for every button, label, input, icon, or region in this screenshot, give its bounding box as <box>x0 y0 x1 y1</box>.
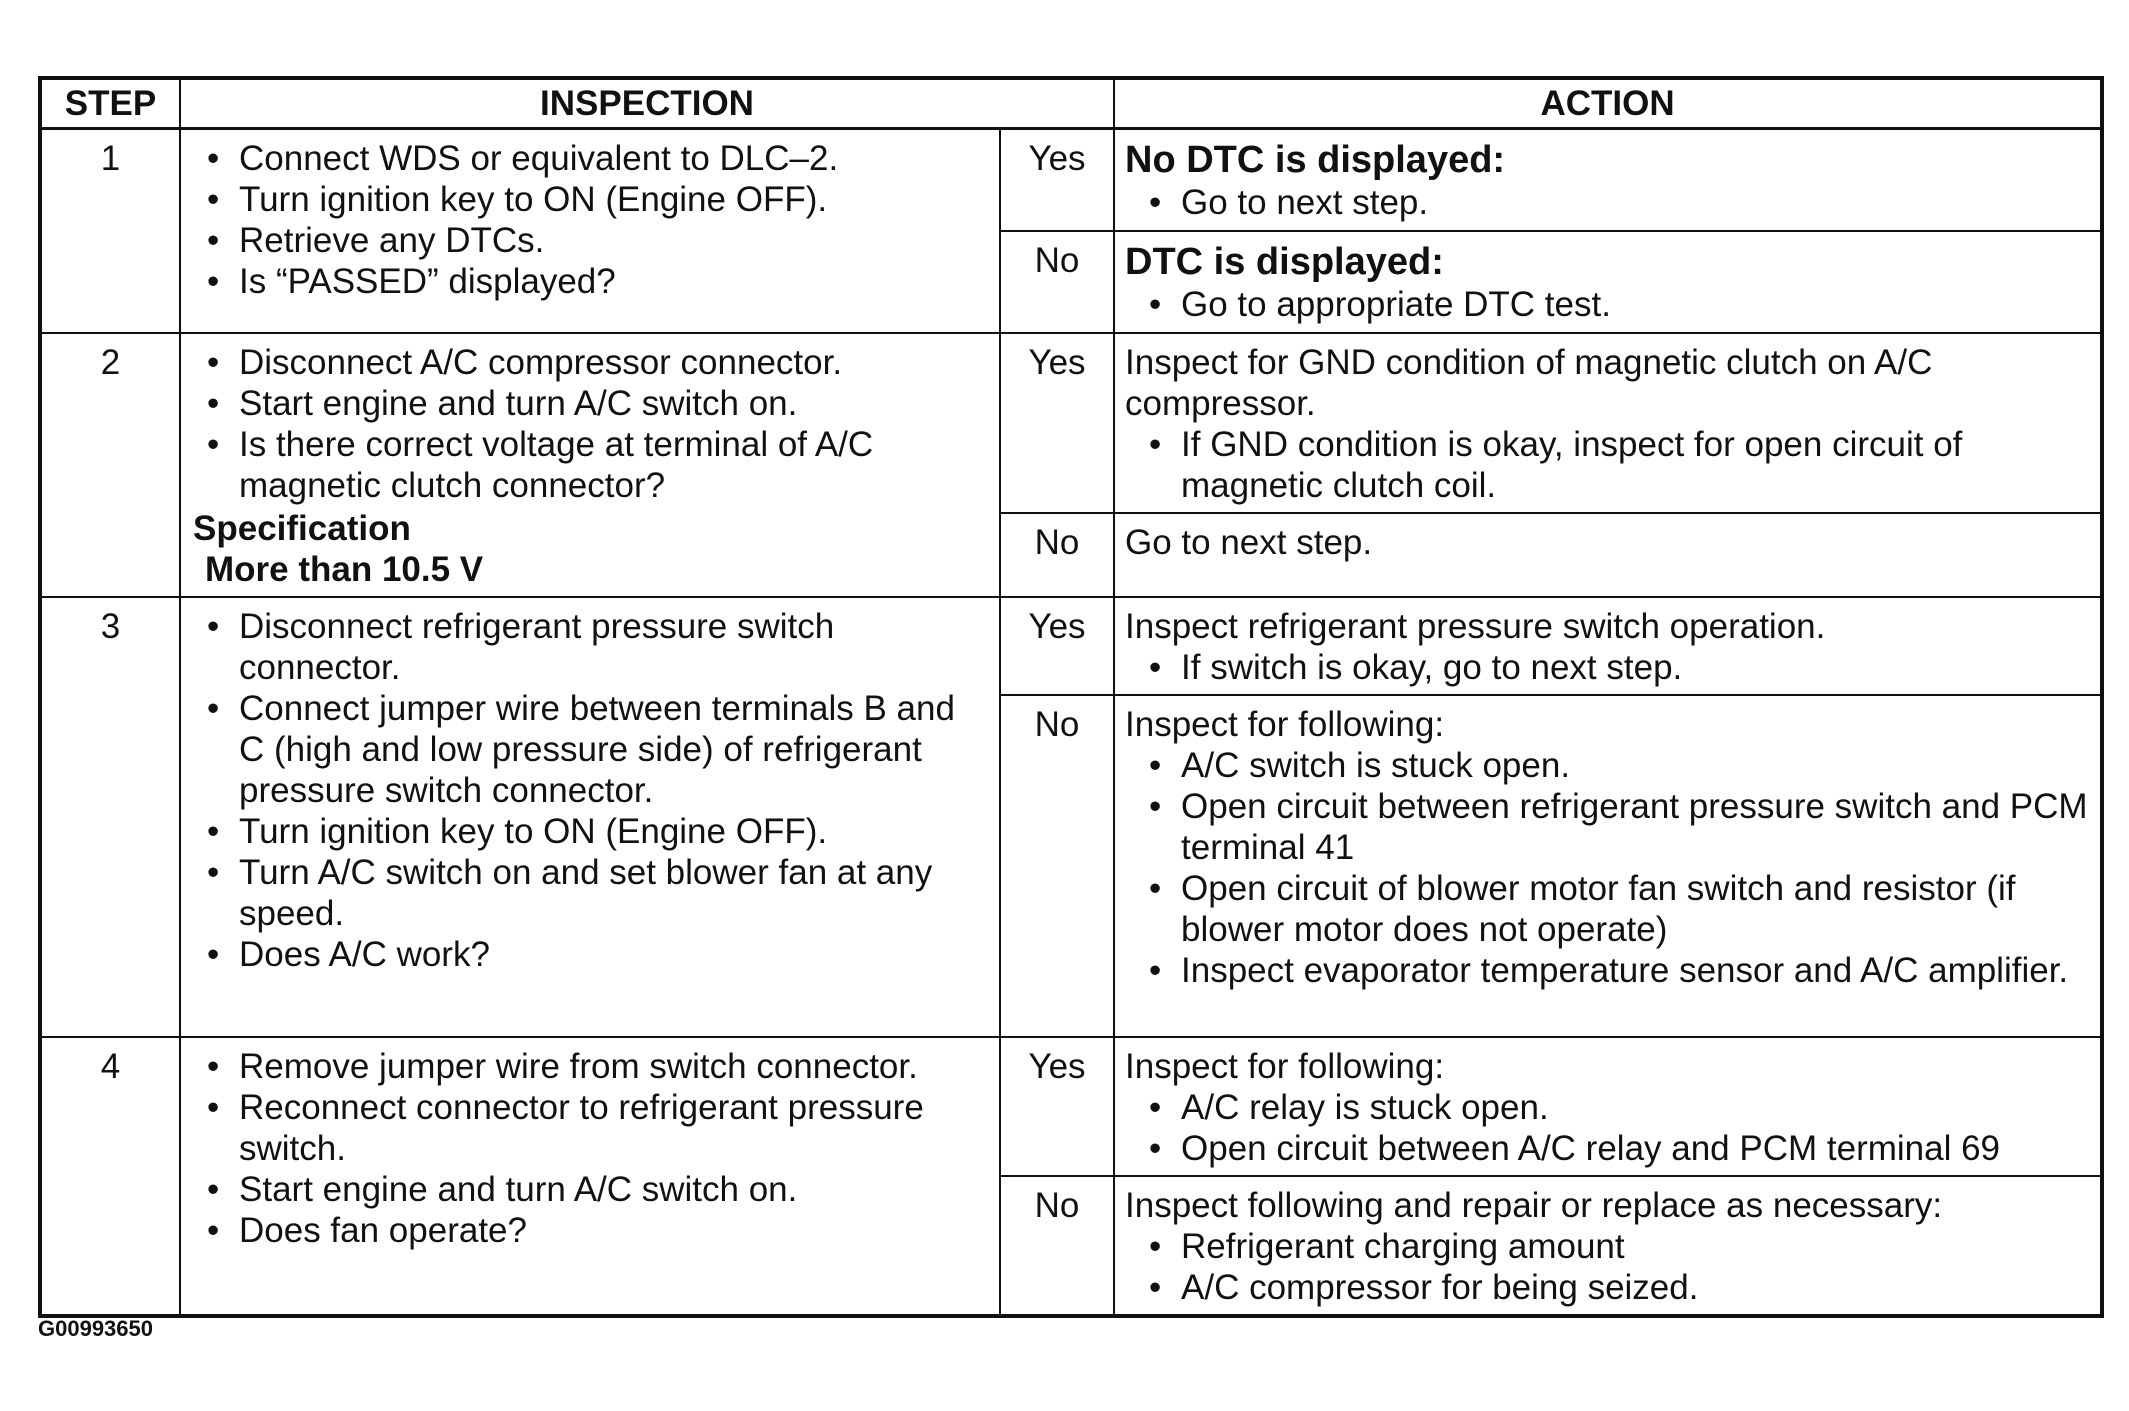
action-column-header: ACTION <box>1114 78 2102 129</box>
inspection-item: • Connect WDS or equivalent to DLC–2. <box>195 138 987 179</box>
yes-label: Yes <box>1000 597 1114 695</box>
action-item: • A/C switch is stuck open. <box>1125 745 2088 786</box>
action-item: • Refrigerant charging amount <box>1125 1226 2088 1267</box>
yes-label: Yes <box>1000 129 1114 231</box>
step-number: 1 <box>40 129 180 333</box>
inspection-item: • Is there correct voltage at terminal of A/C magnetic clutch connector? <box>195 424 987 506</box>
inspection-item: • Does A/C work? <box>195 934 987 975</box>
yes-label: Yes <box>1000 333 1114 513</box>
action-item: • Open circuit between A/C relay and PCM terminal 69 <box>1125 1128 2088 1169</box>
action-text: Go to next step. <box>1125 522 1373 562</box>
step-1-yes-action <box>1114 129 2102 231</box>
action-item: • If switch is okay, go to next step. <box>1125 647 2088 688</box>
action-item: • Go to next step. <box>1125 182 2088 223</box>
inspection-item: • Turn ignition key to ON (Engine OFF). <box>195 811 987 852</box>
table-header-row <box>40 78 2102 129</box>
step-number: 3 <box>40 597 180 1037</box>
action-item: • A/C compressor for being seized. <box>1125 1267 2088 1308</box>
action-item: • Open circuit between refrigerant pressure switch and PCM terminal 41 <box>1125 786 2088 868</box>
action-item: • Inspect evaporator temperature sensor and A/C amplifier. <box>1125 950 2088 991</box>
inspection-item: • Start engine and turn A/C switch on. <box>195 383 987 424</box>
inspection-item: • Start engine and turn A/C switch on. <box>195 1169 987 1210</box>
action-item: • Open circuit of blower motor fan switch and resistor (if blower motor does not operate) <box>1125 868 2088 950</box>
step-2-yes-action <box>1114 333 2102 513</box>
action-item: • A/C relay is stuck open. <box>1125 1087 2088 1128</box>
inspection-column-header: INSPECTION <box>180 78 1114 129</box>
inspection-item: • Connect jumper wire between terminals B and C (high and low pressure side) of refrigerant pressure switch connector. <box>195 688 987 811</box>
inspection-item: • Turn A/C switch on and set blower fan at any speed. <box>195 852 987 934</box>
step-2-no-action <box>1114 513 2102 597</box>
step-1-yes-row <box>40 129 2102 231</box>
action-heading: No DTC is displayed: <box>1125 139 1506 181</box>
no-label: No <box>1000 513 1114 597</box>
step-number: 2 <box>40 333 180 597</box>
inspection-item: • Disconnect refrigerant pressure switch connector. <box>195 606 987 688</box>
step-3-inspection <box>180 597 1000 1037</box>
inspection-item: • Does fan operate? <box>195 1210 987 1251</box>
action-text: Inspect refrigerant pressure switch operation. <box>1125 606 1826 646</box>
action-heading: DTC is displayed: <box>1125 240 1444 283</box>
inspection-item: • Retrieve any DTCs. <box>195 220 987 261</box>
inspection-item: • Is “PASSED” displayed? <box>195 261 987 302</box>
yes-label: Yes <box>1000 1037 1114 1176</box>
diagnostic-table <box>38 76 2104 1318</box>
step-4-yes-action <box>1114 1037 2102 1176</box>
action-item: • Go to appropriate DTC test. <box>1125 284 2088 325</box>
step-number: 4 <box>40 1037 180 1316</box>
specification-title: Specification <box>193 508 411 548</box>
inspection-item: • Turn ignition key to ON (Engine OFF). <box>195 179 987 220</box>
step-1-inspection <box>180 129 1000 333</box>
step-1-no-action <box>1114 231 2102 333</box>
no-label: No <box>1000 1176 1114 1316</box>
no-label: No <box>1000 695 1114 1037</box>
step-3-yes-action <box>1114 597 2102 695</box>
action-text: Inspect for following: <box>1125 1046 1445 1086</box>
inspection-item: • Remove jumper wire from switch connector. <box>195 1046 987 1087</box>
step-4-no-action <box>1114 1176 2102 1316</box>
action-text: Inspect for following: <box>1125 704 1445 744</box>
figure-id: G00993650 <box>38 1316 153 1341</box>
action-text: Inspect following and repair or replace as necessary: <box>1125 1185 1943 1225</box>
action-text: Inspect for GND condition of magnetic clutch on A/C compressor. <box>1125 342 1933 423</box>
specification-value: More than 10.5 V <box>205 549 484 589</box>
step-4-inspection <box>180 1037 1000 1316</box>
step-2-yes-row <box>40 333 2102 513</box>
action-item: • If GND condition is okay, inspect for open circuit of magnetic clutch coil. <box>1125 424 2088 506</box>
inspection-item: • Reconnect connector to refrigerant pressure switch. <box>195 1087 987 1169</box>
step-4-yes-row <box>40 1037 2102 1176</box>
step-2-inspection <box>180 333 1000 597</box>
step-3-yes-row <box>40 597 2102 695</box>
no-label: No <box>1000 231 1114 333</box>
step-column-header: STEP <box>40 78 180 129</box>
inspection-item: • Disconnect A/C compressor connector. <box>195 342 987 383</box>
step-3-no-action <box>1114 695 2102 1037</box>
